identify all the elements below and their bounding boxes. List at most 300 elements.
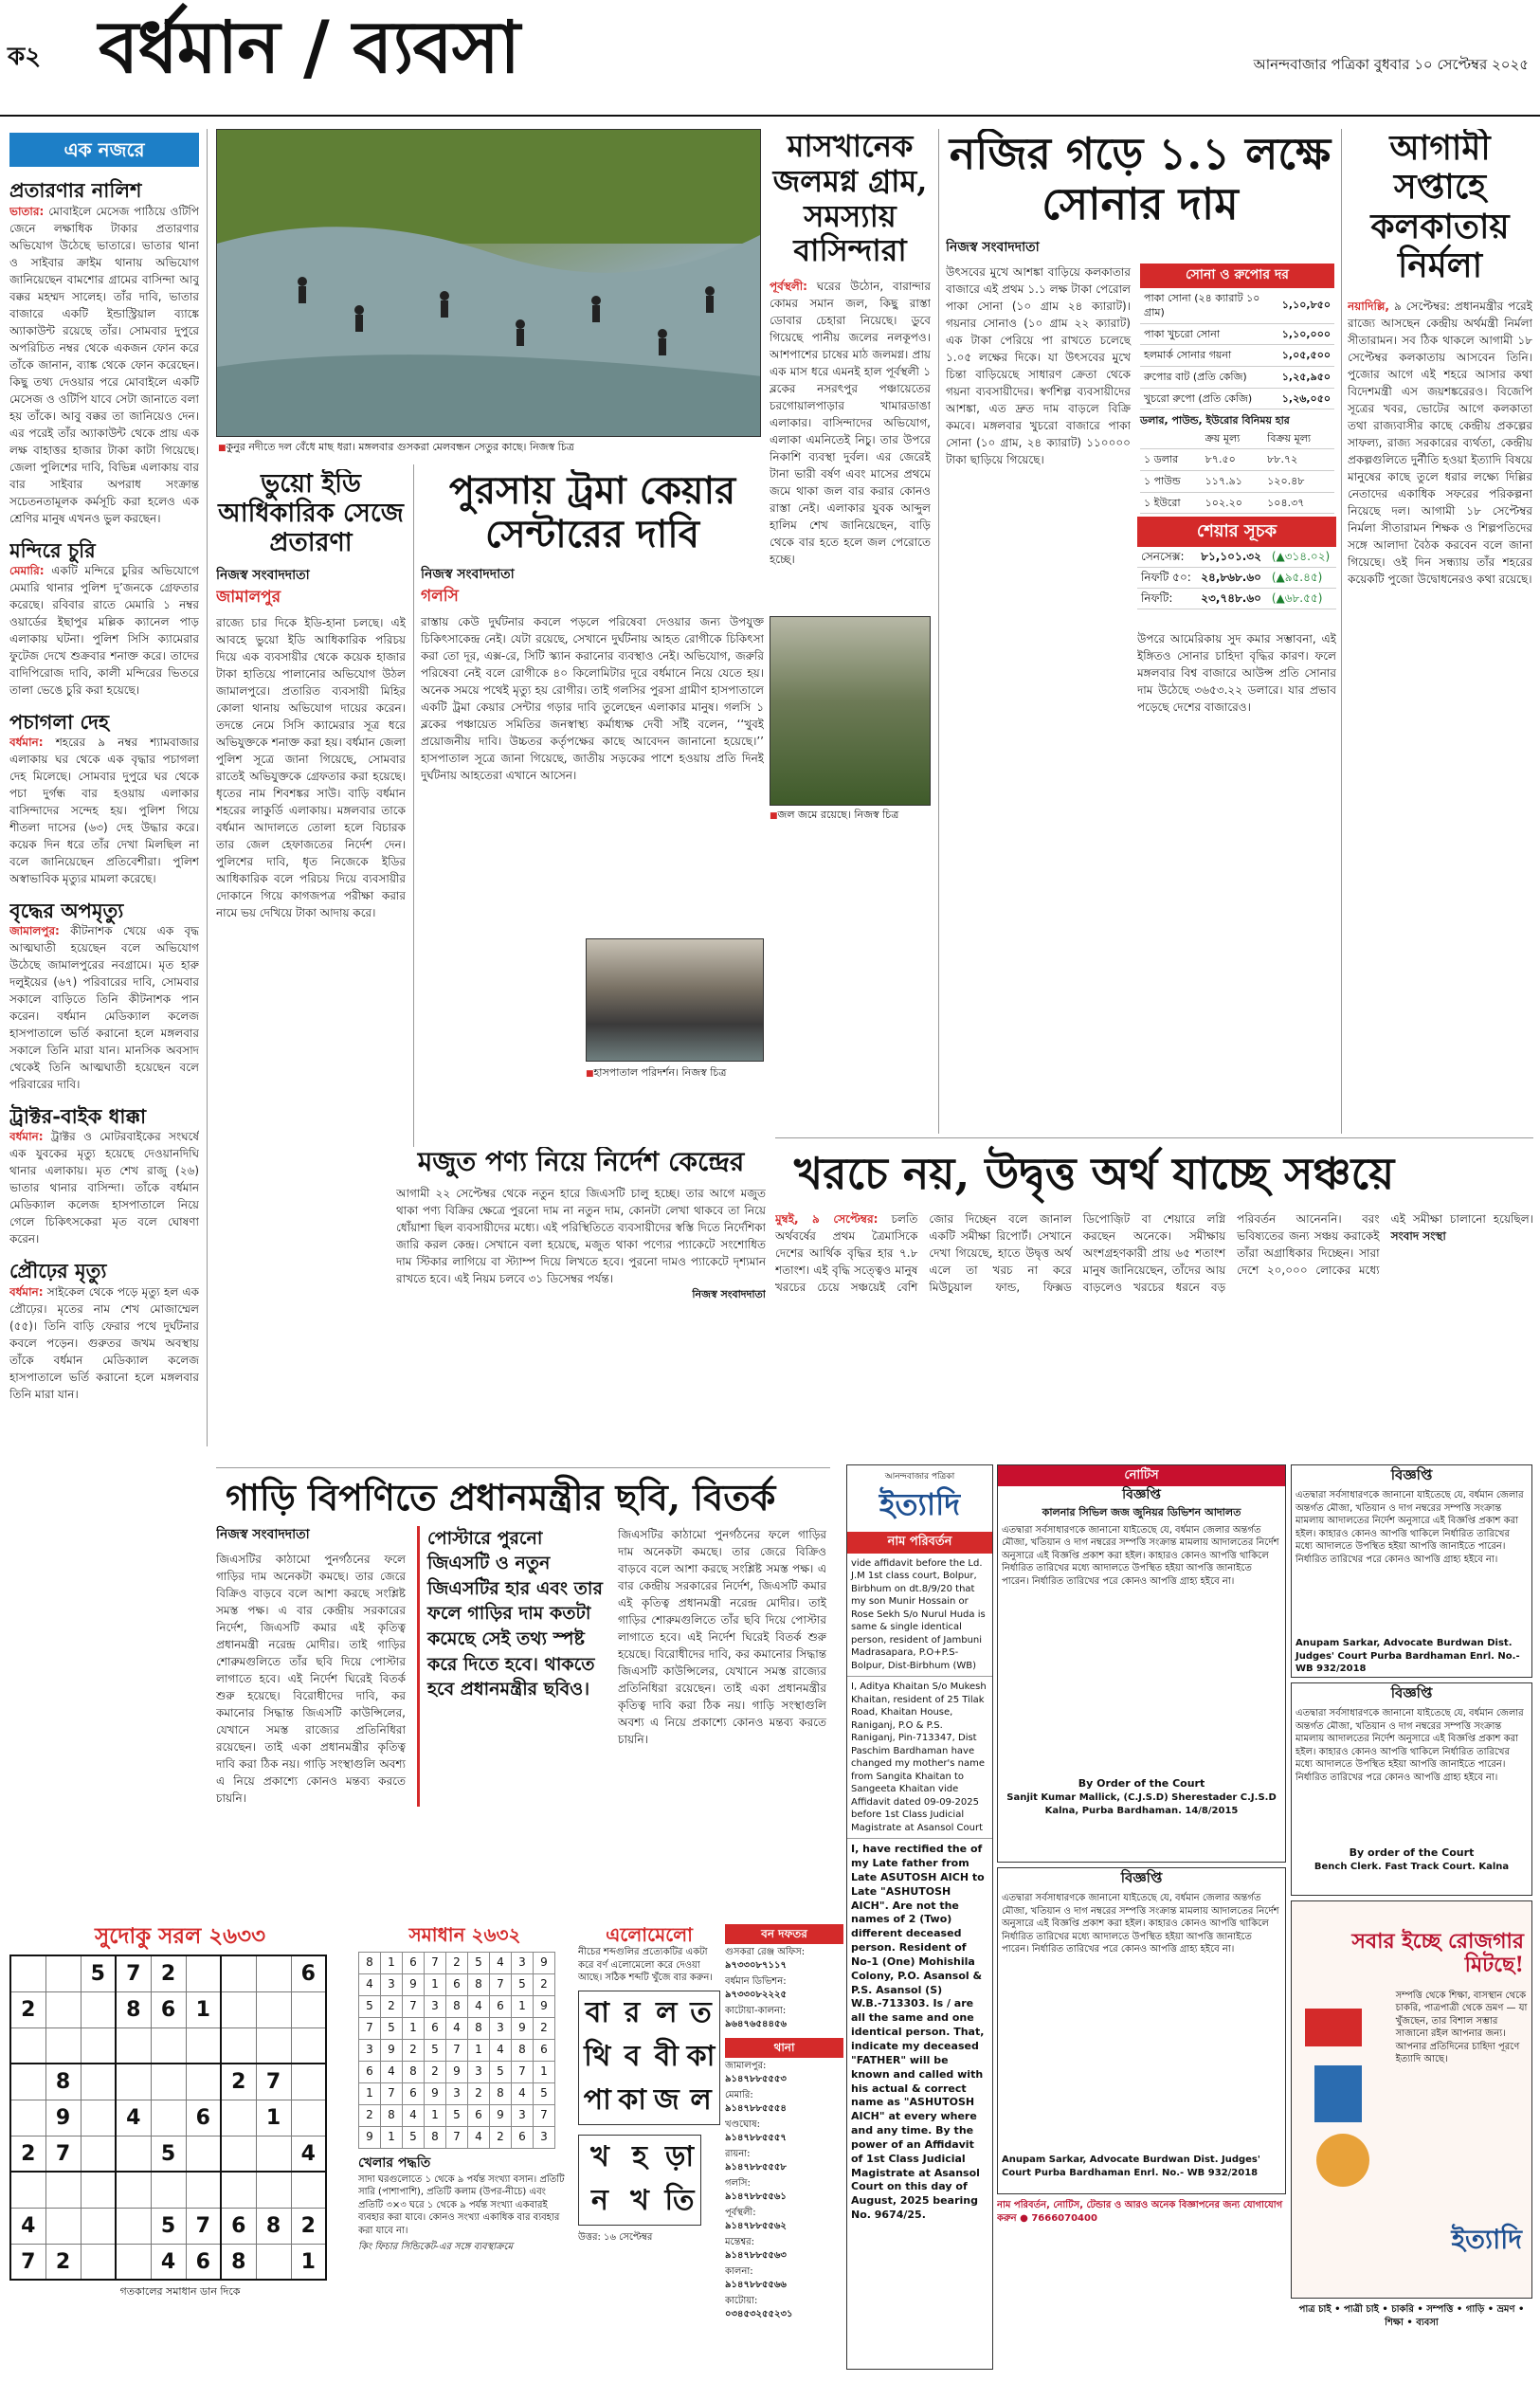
- sudoku-cell[interactable]: [221, 2027, 256, 2064]
- trauma-place: গলসি: [421, 586, 459, 606]
- sudoku-cell[interactable]: 1: [186, 1991, 221, 2027]
- solution-cell: 8: [490, 2083, 512, 2105]
- sudoku-cell[interactable]: [45, 1955, 81, 1991]
- brief-title: মন্দিরে চুরি: [9, 537, 96, 562]
- solution-cell: 7: [534, 2105, 555, 2127]
- notice-block-3: [1291, 1464, 1532, 1678]
- gold-byline: নিজস্ব সংবাদদাতা: [946, 239, 1040, 255]
- pm-photo-pull-quote: পোস্টারে পুরনো জিএসটি ও নতুন জিএসটির হার এবং তার ফলে গাড়ির দাম কতটা কমেছে সেই তথ্য স্পষ্ট করে দিতে হবে। থাকতে হবে প্রধানমন্ত্রীর ছবিও।: [427, 1527, 603, 1700]
- sudoku-cell[interactable]: [221, 2136, 256, 2172]
- sudoku-cell[interactable]: [151, 2064, 186, 2100]
- sudoku-cell[interactable]: [10, 1955, 45, 1991]
- sudoku-cell[interactable]: [151, 2100, 186, 2136]
- story-rule: [775, 1137, 1533, 1138]
- rate-box-title: সোনা ও রুপোর দর: [1140, 264, 1334, 288]
- rate-value: ১,২৬,০৫০: [1278, 388, 1334, 409]
- sudoku-cell[interactable]: 7: [256, 2064, 291, 2100]
- notice-header: নোটিস: [998, 1465, 1285, 1486]
- sudoku-cell[interactable]: [10, 2172, 45, 2208]
- fraud-body: রাজ্যে চার দিকে ইডি-হানা চলছে। এই আবহে ভুয়ো ইডি আধিকারিক পরিচয় দিয়ে এক ব্যবসায়ীর থেকে কয়েক হাজার টাকা হাতিয়ে পালানোর অভিযোগ উঠল জামালপুরে। প্রতারিত ব্যবসায়ী মিহির কোলা থানায় অভিযোগ দায়ের করেন। তদন্তে নেমে সিসি ক্যামেরার সূত্র ধরে অভিযুক্তকে শনাক্ত করা হয়। বর্ধমান জেলা পুলিশ সূত্রে জানা গিয়েছে, সোমবার রাতেই অভিযুক্তকে গ্রেফতার করা হয়েছে। ধৃতের নাম শিবশঙ্কর সাউ। বাড়ি বর্ধমান শহরের লাকুর্ডি এলাকায়। মঙ্গলবার তাকে বর্ধমান আদালতে তোলা হলে বিচারক তার জেল হেফাজতের নির্দেশ দেন। পুলিশের দাবি, ধৃত নিজেকে ইডির আধিকারিক বলে পরিচয় দিয়ে ব্যবসায়ীর দোকানে গিয়ে কাগজপত্র পরীক্ষা করার নামে ভয় দেখিয়ে টাকা আদায় করে।: [216, 616, 406, 920]
- jumble-letter: জ: [653, 2083, 679, 2118]
- sudoku-cell[interactable]: [116, 2244, 151, 2280]
- sudoku-cell[interactable]: 9: [45, 2100, 81, 2136]
- sudoku-cell[interactable]: [221, 2172, 256, 2208]
- rate-row: [1140, 366, 1334, 388]
- solution-cell: 4: [512, 2083, 534, 2105]
- masthead-rule: [0, 115, 1540, 117]
- sudoku-cell[interactable]: [116, 2027, 151, 2064]
- solution-cell: 1: [425, 1974, 446, 1996]
- solution-cell: 4: [359, 1974, 381, 1996]
- fraud-byline: নিজস্ব সংবাদদাতা: [216, 568, 310, 584]
- fx-sell: ১০৪.৩৭: [1263, 492, 1334, 514]
- savings-byline: সংবাদ সংস্থা: [1390, 1228, 1446, 1243]
- sudoku-cell[interactable]: [256, 2172, 291, 2208]
- sudoku-cell[interactable]: [256, 2027, 291, 2064]
- solution-cell: 5: [403, 2127, 425, 2149]
- rate-value: ১,০৫,৫০০: [1278, 345, 1334, 367]
- brief-item: [9, 1104, 199, 1247]
- sudoku-footer: গতকালের সমাধান ডান দিকে: [119, 2285, 241, 2299]
- helpline-number: ৯৬৪৭৬৫৪৪৫৬: [725, 2018, 787, 2029]
- stock-goods-body: আগামী ২২ সেপ্টেম্বর থেকে নতুন হারে জিএসটি চালু হচ্ছে। তার আগে মজুত থাকা পণ্য বিক্রির ক্ষেত্রে পুরনো দাম না নতুন দাম, কোনটা লেখা থাকবে তা নিয়ে ধোঁয়াশা ছিল ব্যবসায়ীদের মধ্যে। এই পরিস্থিতিতে ব্যবসায়ীদের স্বস্তি দিতে নির্দেশিকা জারি করল কেন্দ্র। সেখানে বলা হয়েছে, মজুত থাকা পণ্যের প্যাকেটে সংশোধিত দাম স্টিকার লাগিয়ে বা স্ট্যাম্প দিয়ে লিখতে হবে। পুরনো দামও প্যাকেটে দৃশ্যমান রাখতে হবে। এই নিয়ম চলবে ৩১ ডিসেম্বর পর্যন্ত।: [396, 1187, 766, 1286]
- jumble-letter: ড়া: [664, 2140, 695, 2174]
- helpline-number: ৯১৪৭৮৮৫৫৫৩: [725, 2073, 787, 2084]
- rate-label: খুচরো রুপো (প্রতি কেজি): [1140, 388, 1278, 409]
- sudoku-cell[interactable]: 4: [116, 2100, 151, 2136]
- brief-body: বর্ধমান: সাইকেল থেকে পড়ে মৃত্যু হল এক প্রৌঢ়ের। মৃতের নাম শেখ মোজাম্মেল (৫৫)। তিনি বাড়ি ফেরার পথে দুর্ঘটনার কবলে পড়েন। গুরুতর জখম অবস্থায় তাঁকে বর্ধমান মেডিক্যাল কলেজ হাসপাতালে ভর্তি করানো হলে মঙ্গলবার তিনি মারা যান।: [9, 1284, 199, 1401]
- index-change: (▲৯৫.৪৫): [1268, 567, 1336, 588]
- sudoku-cell[interactable]: [291, 2064, 326, 2100]
- jumble-row: [581, 2137, 698, 2179]
- sudoku-cell[interactable]: [81, 2064, 116, 2100]
- fx-buy: ১০২.২০: [1202, 492, 1264, 514]
- sudoku-cell[interactable]: 8: [45, 2064, 81, 2100]
- fx-header-row: [1140, 428, 1334, 449]
- sudoku-cell[interactable]: [81, 2100, 116, 2136]
- gold-rate-box: [1140, 264, 1334, 515]
- solution-cell: 7: [425, 1953, 446, 1974]
- nirmala-body: ৯ সেপ্টেম্বর: প্রধানমন্ত্রীর পরেই রাজ্যে আসছেন কেন্দ্রীয় অর্থমন্ত্রী নির্মলা সীতারামন। সব ঠিক থাকলে আগামী ১৮ সেপ্টেম্বর কলকাতায় আসবেন তিনি। পুজোর আগে এই শহরে আসার কথা বিদেশমন্ত্রী এস জয়শঙ্করেরও। বিজেপি সূত্রের খবর, ভোটের আগে কলকাতা তথা রাজ্যবাসীর কাছে কেন্দ্রীয় প্রকল্পের সাফল্য, রাজ্য সরকারের ব্যর্থতা, কেন্দ্রীয় প্রকল্পগুলিতে দুর্নীতি হওয়া ইত্যাদি বিষয়ে মানুষের কাছে তুলে ধরার লক্ষ্যে দিল্লির নেতাদের একাধিক সফরের পরিকল্পনা নিয়েছে দল। আগামী ১৮ সেপ্টেম্বর নির্মলা সীতারামন শিক্ষক ও শিল্পপতিদের সঙ্গে আলাদা বৈঠক করবেন বলে জানা গিয়েছে। ওই দিন সন্ধ্যায় তাঁর শহরের কয়েকটি পুজো উদ্বোধনেরও কথা রয়েছে।: [1348, 299, 1532, 586]
- solution-cell: 6: [512, 2127, 534, 2149]
- ittadi-promo: [1291, 1900, 1532, 2299]
- grid-row: [359, 1996, 555, 2018]
- jumble-box-2: [578, 2135, 701, 2226]
- solution-cell: 6: [468, 2105, 490, 2127]
- column-rule: [938, 129, 939, 1134]
- flood-body: ঘরের উঠোন, বারান্দার কোমর সমান জল, কিছু রাস্তা ডোবার চেহারা নিয়েছে। ডুবে গিয়েছে পানীয় জলের নলকূপও। আশপাশের চাষের মাঠ জলমগ্ন। প্রায় এক মাস ধরে এমনই হাল পূর্বস্থলী ১ ব্লকের নসরৎপুর পঞ্চায়েতের চরগোয়ালপাড়ার খামারডাঙা এলাকার। বাসিন্দাদের অভিযোগ, এলাকা এমনিতেই নিচু। তার উপরে নিকাশি ব্যবস্থা দুর্বল। এর জেরেই টানা ভারী বর্ষণ এবং মাসের প্রথমে জমে থাকা জল বার করার কোনও রাস্তা নেই। এলাকার যুবক আব্দুল হালিম শেখ জানিয়েছেন, বাড়ি থেকে বার হতে হলে জল পেরোতে হচ্ছে।: [770, 280, 931, 567]
- jumble-letter: পা: [583, 2083, 611, 2118]
- jumble-letter: বী: [654, 2040, 679, 2074]
- briefs-header: এক নজরে: [9, 133, 199, 167]
- solution-cell: 9: [425, 2083, 446, 2105]
- sudoku-cell[interactable]: [116, 2064, 151, 2100]
- grid-row: [359, 2105, 555, 2127]
- solution-cell: 7: [403, 1996, 425, 2018]
- jumble-letter: র: [624, 1996, 641, 2030]
- sudoku-cell[interactable]: 2: [10, 1991, 45, 2027]
- solution-cell: 2: [359, 2105, 381, 2127]
- word-jumble: [578, 1924, 720, 2374]
- sudoku-cell[interactable]: [45, 1991, 81, 2027]
- notice-block-1: [997, 1464, 1286, 1863]
- sudoku-cell[interactable]: [291, 1991, 326, 2027]
- helpline-number: ৯১৪৭৮৮৫৫৬৩: [725, 2249, 787, 2261]
- solution-cell: 4: [446, 2018, 468, 2040]
- sudoku-cell[interactable]: 4: [10, 2208, 45, 2244]
- notice-block-2: [997, 1867, 1286, 2194]
- solution-cell: 5: [512, 1974, 534, 1996]
- solution-cell: 7: [512, 2062, 534, 2083]
- solution-cell: 9: [512, 2018, 534, 2040]
- solution-cell: 1: [381, 2127, 403, 2149]
- brief-title: প্রৌঢ়ের মৃত্যু: [9, 1259, 107, 1283]
- sudoku-cell[interactable]: 7: [45, 2136, 81, 2172]
- sudoku-cell[interactable]: [81, 2172, 116, 2208]
- classifieds-contact: নাম পরিবর্তন, নোটিস, টেন্ডার ও আরও অনেক বিজ্ঞাপনের জন্য যোগাযোগ করুন ● 7666070400: [997, 2200, 1283, 2224]
- jumble-letter: ল: [690, 2083, 712, 2118]
- solution-cell: 4: [468, 2127, 490, 2149]
- fx-header: ক্রয় মূল্য: [1202, 428, 1264, 449]
- fx-header-blank: [1140, 428, 1202, 449]
- solution-cell: 1: [512, 1996, 534, 2018]
- sudoku-cell[interactable]: [45, 2027, 81, 2064]
- brief-body: মেমারি: একটি মন্দিরে চুরির অভিযোগে মেমারি থানার পুলিশ দু’জনকে গ্রেফতার করেছে। রবিবার রাতে মেমারি ১ নম্বর ওয়ার্ডের ইছাপুর মল্লিক ক্যানেল পাড় এলাকায় ঘটনা। পুলিশ সিসি ক্যামেরার ফুটেজ দেখে শুক্রবার শনাক্ত করে। তাদের বাদিপিরোজ দাবি, কালী মন্দিরের ভিতরে তালা ভেঙে চুরি করা হয়েছে।: [9, 563, 199, 697]
- index-row: [1137, 567, 1336, 588]
- solution-cell: 9: [534, 1953, 555, 1974]
- solution-title: সমাধান ২৬৩২: [408, 1924, 521, 1946]
- solution-cell: 3: [512, 2105, 534, 2127]
- jumble-box-1: [578, 1991, 720, 2125]
- sudoku-cell[interactable]: 6: [186, 2100, 221, 2136]
- helpline-label: রায়না:: [725, 2149, 751, 2160]
- sudoku-cell[interactable]: [10, 2064, 45, 2100]
- gold-headline: নজির গড়ে ১.১ লক্ষে সোনার দাম: [949, 129, 1332, 229]
- grid-row: [10, 2208, 326, 2244]
- index-name: সেনসেক্স:: [1137, 547, 1197, 568]
- helpline-item: [725, 2234, 843, 2264]
- brief-title: পচাগলা দেহ: [9, 709, 110, 734]
- fx-currency: ১ ইউরো: [1140, 492, 1202, 514]
- sudoku-cell[interactable]: 5: [151, 2136, 186, 2172]
- helpline-item: [725, 2205, 843, 2234]
- forest-title: বন দফতর: [725, 1924, 843, 1944]
- jumble-instructions: নীচের শব্দগুলির প্রত্যেকটির একটা করে বর্ণ এলোমেলো করে দেওয়া আছে। সঠিক শব্দটি খুঁজে বার করুন।: [578, 1947, 713, 1983]
- notice-vigyapti-4: বিজ্ঞপ্তি: [1390, 1684, 1433, 1701]
- column-rule: [207, 129, 208, 1446]
- sudoku-cell[interactable]: [151, 2172, 186, 2208]
- jumble-hint: উত্তর: ১৬ সেপ্টেম্বর: [578, 2231, 653, 2243]
- sudoku-cell[interactable]: 8: [256, 2208, 291, 2244]
- solution-cell: 8: [403, 2062, 425, 2083]
- sudoku-cell[interactable]: 2: [10, 2136, 45, 2172]
- sudoku-cell[interactable]: [221, 1955, 256, 1991]
- solution-cell: 4: [403, 2105, 425, 2127]
- sudoku-cell[interactable]: 6: [221, 2208, 256, 2244]
- solution-cell: 1: [381, 1953, 403, 1974]
- solution-cell: 1: [403, 2018, 425, 2040]
- helpline-item: [725, 2087, 843, 2117]
- nirmala-headline: আগামী সপ্তাহে কলকাতায় নির্মলা: [1370, 129, 1510, 286]
- notice-vigyapti-1: বিজ্ঞপ্তি: [1122, 1487, 1161, 1503]
- solution-cell: 2: [425, 2062, 446, 2083]
- sudoku-cell[interactable]: 8: [116, 1991, 151, 2027]
- jumble-letter: তি: [664, 2184, 695, 2218]
- index-name: নিফটি ৫০:: [1137, 567, 1197, 588]
- helpline-label: কাটোয়া-কালনা:: [725, 2006, 787, 2017]
- sudoku-cell[interactable]: [116, 2172, 151, 2208]
- sudoku-cell[interactable]: 4: [151, 2244, 186, 2280]
- sudoku-cell[interactable]: [81, 2027, 116, 2064]
- sudoku-cell[interactable]: [81, 2244, 116, 2280]
- sudoku-cell[interactable]: [291, 2172, 326, 2208]
- sudoku-cell[interactable]: [256, 1955, 291, 1991]
- sudoku-cell[interactable]: [10, 2100, 45, 2136]
- sudoku-cell[interactable]: [221, 2100, 256, 2136]
- forest-list: [725, 1944, 843, 2032]
- pm-photo-headline: গাড়ি বিপণিতে প্রধানমন্ত্রীর ছবি, বিতর্ক: [226, 1476, 776, 1518]
- sudoku-cell[interactable]: 7: [116, 1955, 151, 1991]
- solution-cell: 7: [490, 1974, 512, 1996]
- jumble-letter: থি: [584, 2040, 611, 2074]
- brief-title: ট্রাক্টর-বাইক ধাক্কা: [9, 1104, 147, 1129]
- brief-item: [9, 899, 199, 1093]
- solution-cell: 3: [359, 2040, 381, 2062]
- grid-row: [359, 2018, 555, 2040]
- brief-dateline: মেমারি:: [9, 563, 45, 577]
- solution-cell: 3: [490, 2018, 512, 2040]
- jumble-row: [581, 2037, 717, 2079]
- promo-illustration-icon: [1295, 1990, 1390, 2217]
- solution-cell: 2: [446, 1953, 468, 1974]
- solution-cell: 9: [534, 1996, 555, 2018]
- solution-credit: কিং ফিচার সিন্ডিকেট-এর সঙ্গে ব্যবস্থাক্রমে: [358, 2242, 514, 2253]
- name-change-ad-1: vide affidavit before the Ld. J.M 1st class court, Bolpur, Birbhum on dt.8/9/20 that my son Munir Hossain or Rose Sekh S/o Nurul Huda is same & single identical person, resident of Jambuni Madrasapara, P.O+P.S-Bolpur, Dist-Birbhum (WB): [847, 1554, 992, 1678]
- solution-cell: 2: [534, 2018, 555, 2040]
- helpline-item: [725, 1973, 843, 2003]
- grid-row: [10, 2244, 326, 2280]
- sudoku-cell[interactable]: 2: [151, 1955, 186, 1991]
- helpline-item: [725, 2175, 843, 2205]
- notice-vigyapti-2: বিজ্ঞপ্তি: [1120, 1869, 1163, 1886]
- helpline-label: মেমারি:: [725, 2090, 753, 2101]
- rate-value: ১,১০,০০০: [1278, 323, 1334, 345]
- sudoku-cell[interactable]: [221, 1991, 256, 2027]
- index-change: (▲৬৮.৫৫): [1268, 588, 1336, 609]
- notice-vigyapti-3: বিজ্ঞপ্তি: [1390, 1466, 1433, 1483]
- helpline-label: কাটোয়া:: [725, 2296, 758, 2307]
- solution-cell: 5: [534, 2083, 555, 2105]
- savings-dateline: মুম্বই, ৯ সেপ্টেম্বর:: [775, 1211, 879, 1226]
- fx-currency: ১ পাউন্ড: [1140, 471, 1202, 493]
- sudoku-cell[interactable]: [116, 2136, 151, 2172]
- stock-index-table: [1137, 547, 1336, 609]
- pm-photo-byline: নিজস্ব সংবাদদাতা: [216, 1526, 310, 1542]
- index-change: (▲৩১৪.০২): [1268, 547, 1336, 568]
- sudoku-cell[interactable]: 2: [291, 2208, 326, 2244]
- jumble-title: এলোমেলো: [606, 1924, 693, 1946]
- solution-cell: 6: [425, 2018, 446, 2040]
- sudoku-cell[interactable]: [256, 2244, 291, 2280]
- helpline-label: খণ্ডঘোষ:: [725, 2119, 761, 2131]
- index-value: ২৪,৮৬৮.৬০: [1197, 567, 1268, 588]
- ittadi-logo: ইত্যাদি: [879, 1485, 961, 1522]
- rate-label: রুপোর বাট (প্রতি কেজি): [1140, 366, 1278, 388]
- solution-cell: 1: [359, 2083, 381, 2105]
- sudoku-cell[interactable]: 1: [291, 2244, 326, 2280]
- rules-title: খেলার পদ্ধতি: [358, 2155, 431, 2171]
- notice-body-3: এতদ্বারা সর্বসাধারণকে জানানো যাইতেছে যে, বর্ধমান জেলার অন্তর্গত মৌজা, খতিয়ান ও দাগ নম্বরের সম্পত্তি সংক্রান্ত মামলায় আদালতের নির্দেশ অনুসারে এই বিজ্ঞপ্তি প্রকাশ করা হইল। কাহারও কোনও আপত্তি থাকিলে নির্ধারিত তারিখের মধ্যে আদালতে উপস্থিত হইয়া আপত্তি জানাইতে পারেন। নির্ধারিত তারিখের পরে কোনও আপত্তি গ্রাহ্য হইবে না।: [1295, 1490, 1524, 1565]
- helpline-item: [725, 1944, 843, 1973]
- sudoku-cell[interactable]: 2: [221, 2064, 256, 2100]
- sudoku-cell[interactable]: [151, 2027, 186, 2064]
- grid-row: [10, 2100, 326, 2136]
- sudoku-cell[interactable]: 6: [151, 1991, 186, 2027]
- sudoku-puzzle: [9, 1924, 351, 2374]
- brief-item: [9, 178, 199, 526]
- sudoku-grid[interactable]: [9, 1955, 327, 2281]
- sudoku-cell[interactable]: 7: [10, 2244, 45, 2280]
- jumble-letter: কা: [618, 2083, 646, 2118]
- solution-cell: 5: [468, 1953, 490, 1974]
- trauma-photo-caption: ■ হাসপাতাল পরিদর্শন। নিজস্ব চিত্র: [586, 1065, 764, 1082]
- flood-photo-caption: ■ জল জমে রয়েছে। নিজস্ব চিত্র: [770, 808, 931, 825]
- column-rule: [1341, 129, 1342, 1134]
- notice-name-1: Sanjit Kumar Mallick, (C.J.S.D) Sherestader C.J.S.D Kalna, Purba Bardhaman. 14/8/2015: [1006, 1791, 1277, 1816]
- briefs-list: [9, 178, 199, 1402]
- sudoku-cell[interactable]: [186, 2172, 221, 2208]
- sudoku-cell[interactable]: [45, 2172, 81, 2208]
- fx-row: [1140, 449, 1334, 471]
- fraud-place: জামালপুর: [216, 588, 281, 608]
- sudoku-cell[interactable]: 5: [151, 2208, 186, 2244]
- index-row: [1137, 547, 1336, 568]
- fx-row: [1140, 492, 1334, 514]
- solution-cell: 6: [403, 1953, 425, 1974]
- solution-cell: 3: [446, 2083, 468, 2105]
- helpline-number: ৯৭৩৩০৮৭১১৭: [725, 1959, 787, 1971]
- sudoku-cell[interactable]: [186, 2064, 221, 2100]
- notice-sign-2: Anupam Sarkar, Advocate Burdwan Dist. Judges' Court Purba Bardhaman Enrl. No.- WB 932/2018: [1002, 2155, 1260, 2178]
- briefs-column: [9, 133, 199, 1441]
- sudoku-cell[interactable]: [256, 2136, 291, 2172]
- helpline-number: ৯১৪৭৮৮৫৫৬১: [725, 2191, 787, 2202]
- index-value: ২৩,৭৪৮.৬০: [1197, 588, 1268, 609]
- story-flood: [770, 129, 931, 1096]
- jumble-letter: খ: [590, 2140, 609, 2174]
- sudoku-cell[interactable]: [291, 2027, 326, 2064]
- helpline-number: ৯১৪৭৮৮৫৫৬৬: [725, 2279, 787, 2290]
- brief-body: বর্ধমান: শহরের ৯ নম্বর শ্যামবাজার এলাকায় ঘর থেকে এক বৃদ্ধার পচাগলা দেহ মিলেছে। সোমবার দুপুরে ঘর থেকে পচা দুর্গন্ধ বার হওয়ায় এলাকার বাসিন্দাদের সন্দেহ হয়। পুলিশ গিয়ে শীতলা দাসের (৬৩) দেহ উদ্ধার করে। কয়েক দিন ধরে তাঁর দেখা মিলছিল না বলে জানিয়েছেন প্রতিবেশীরা। পুলিশ অস্বাভাবিক মৃত্যুর মামলা করেছে।: [9, 735, 199, 885]
- jumble-letter: ব: [624, 2040, 641, 2074]
- rules-text: সাদা ঘরগুলোতে ১ থেকে ৯ পর্যন্ত সংখ্যা বসান। প্রতিটি সারি (পাশাপাশি), প্রতিটি কলাম (উপর-নীচে) এবং প্রতিটি ৩×৩ ঘরে ১ থেকে ৯ পর্যন্ত সংখ্যা একবারই ব্যবহার করা যাবে। কোনও সংখ্যা একাধিক বার ব্যবহার করা যাবে না।: [358, 2173, 565, 2236]
- savings-headline: খরচে নয়, উদ্বৃত্ত অর্থ যাচ্ছে সঞ্চয়ে: [794, 1148, 1395, 1199]
- sudoku-cell[interactable]: [81, 1991, 116, 2027]
- helpline-column: [725, 1924, 843, 2374]
- promo-categories: পাত্র চাই • পাত্রী চাই • চাকরি • সম্পত্তি • গাড়ি • ভ্রমণ • শিক্ষা • ব্যবসা: [1298, 2304, 1525, 2328]
- helpline-number: ০৩৪৫৩২৫৫২৩১: [725, 2308, 793, 2319]
- name-change-ad-2: I, Aditya Khaitan S/o Mukesh Khaitan, resident of 25 Tilak Road, Khaitan House, Raniganj, P.O & P.S. Raniganj, Pin-713347, Dist Paschim Bardhaman have changed my mother's name from Sangita Khaitan to Sangeeta Khaitan vide Affidavit dated 09-09-2025 before 1st Class Judicial Magistrate at Asansol Court: [847, 1677, 992, 1839]
- sudoku-cell[interactable]: [81, 2208, 116, 2244]
- solution-cell: 1: [534, 2062, 555, 2083]
- brief-title: বৃদ্ধের অপমৃত্যু: [9, 898, 124, 922]
- sudoku-cell[interactable]: 8: [221, 2244, 256, 2280]
- notice-block-4: [1291, 1682, 1532, 1896]
- grid-row: [359, 1953, 555, 1974]
- solution-cell: 7: [446, 2127, 468, 2149]
- sudoku-cell[interactable]: 2: [45, 2244, 81, 2280]
- rate-row: [1140, 323, 1334, 345]
- name-change-ad-3: I, have rectified the of my Late father from Late ASUTOSH AICH to Late "ASHUTOSH AICH". Are not the names of 2 (Two) different deceased person. Resident of No-1 (One) Mohishila Colony, P.O. Asansol & P.S. Asansol (S) W.B.-713303. Is / are all the same and one identical person. That, indicate my deceased "FATHER" will be known and called with his actual & correct name as "ASHUTOSH AICH" at every where and any time. By the power of an Affidavit of 1st Class Judicial Magistrate at Asansol Court on this day of August, 2025 bearing No. 9674/25.: [851, 1843, 985, 2222]
- stock-goods-byline: নিজস্ব সংবাদদাতা: [692, 1288, 766, 1301]
- brief-title: প্রতারণার নালিশ: [9, 178, 142, 203]
- solution-cell: 2: [490, 2127, 512, 2149]
- helpline-item: [725, 2058, 843, 2087]
- sudoku-cell[interactable]: [116, 2208, 151, 2244]
- grid-row: [359, 2062, 555, 2083]
- sudoku-cell[interactable]: 1: [256, 2100, 291, 2136]
- fx-row: [1140, 471, 1334, 493]
- helpline-number: ৯১৪৭৮৮৫৫৫৮: [725, 2161, 787, 2173]
- solution-cell: 3: [381, 1974, 403, 1996]
- solution-grid: [358, 1952, 555, 2149]
- helpline-item: [725, 2117, 843, 2146]
- sudoku-cell[interactable]: [81, 2136, 116, 2172]
- solution-cell: 9: [403, 1974, 425, 1996]
- solution-cell: 2: [381, 1996, 403, 2018]
- index-value: ৮১,১০১.৩২: [1197, 547, 1268, 568]
- sudoku-cell[interactable]: 4: [291, 2136, 326, 2172]
- solution-cell: 9: [359, 2127, 381, 2149]
- gold-rate-table: [1140, 288, 1334, 410]
- sudoku-cell[interactable]: [291, 2100, 326, 2136]
- sudoku-cell[interactable]: 7: [186, 2208, 221, 2244]
- helpline-item: [725, 2003, 843, 2032]
- helpline-label: গলসি:: [725, 2178, 751, 2190]
- sudoku-cell[interactable]: [186, 2136, 221, 2172]
- trauma-photo: [586, 938, 764, 1062]
- trauma-headline: পুরসায় ট্রমা কেয়ার সেন্টারের দাবি: [448, 469, 736, 556]
- sudoku-cell[interactable]: [186, 2027, 221, 2064]
- helpline-number: ৯১৪৭৮৮৫৫৫৪: [725, 2102, 787, 2114]
- notice-sign-1: By Order of the Court: [1078, 1776, 1205, 1790]
- trauma-byline: নিজস্ব সংবাদদাতা: [421, 567, 515, 582]
- sudoku-cell[interactable]: [256, 1991, 291, 2027]
- solution-cell: 6: [403, 2083, 425, 2105]
- jumble-letter: কা: [686, 2040, 716, 2074]
- stock-index-box: [1137, 517, 1336, 621]
- sudoku-cell[interactable]: 6: [186, 2244, 221, 2280]
- sudoku-cell[interactable]: [186, 1955, 221, 1991]
- rate-label: পাকা খুচরো সোনা: [1140, 323, 1278, 345]
- sudoku-cell[interactable]: [45, 2208, 81, 2244]
- solution-cell: 4: [490, 2040, 512, 2062]
- solution-cell: 2: [534, 1974, 555, 1996]
- sudoku-cell[interactable]: 6: [291, 1955, 326, 1991]
- solution-cell: 8: [512, 2040, 534, 2062]
- grid-row: [10, 1955, 326, 1991]
- stock-index-title: শেয়ার সূচক: [1137, 517, 1336, 547]
- notice-body-1: এতদ্বারা সর্বসাধারণকে জানানো যাইতেছে যে, বর্ধমান জেলার অন্তর্গত মৌজা, খতিয়ান ও দাগ নম্বরের সম্পত্তি সংক্রান্ত মামলায় আদালতের নির্দেশ অনুসারে এই বিজ্ঞপ্তি প্রকাশ করা হইল। কাহারও কোনও আপত্তি থাকিলে নির্ধারিত তারিখের মধ্যে আদালতে উপস্থিত হইয়া আপত্তি জানাইতে পারেন। নির্ধারিত তারিখের পরে কোনও আপত্তি গ্রাহ্য হইবে না।: [1002, 1524, 1279, 1587]
- solution-cell: 9: [381, 2040, 403, 2062]
- sudoku-cell[interactable]: 5: [81, 1955, 116, 1991]
- sudoku-cell[interactable]: [10, 2027, 45, 2064]
- story-pm-photo: [216, 1467, 830, 1922]
- notice-body-4: এতদ্বারা সর্বসাধারণকে জানানো যাইতেছে যে, বর্ধমান জেলার অন্তর্গত মৌজা, খতিয়ান ও দাগ নম্বরের সম্পত্তি সংক্রান্ত মামলায় আদালতের নির্দেশ অনুসারে এই বিজ্ঞপ্তি প্রকাশ করা হইল। কাহারও কোনও আপত্তি থাকিলে নির্ধারিত তারিখের মধ্যে আদালতে উপস্থিত হইয়া আপত্তি জানাইতে পারেন। নির্ধারিত তারিখের পরে কোনও আপত্তি গ্রাহ্য হইবে না।: [1295, 1708, 1524, 1783]
- grid-row: [10, 2136, 326, 2172]
- solution-cell: 5: [359, 1996, 381, 2018]
- grid-row: [10, 2172, 326, 2208]
